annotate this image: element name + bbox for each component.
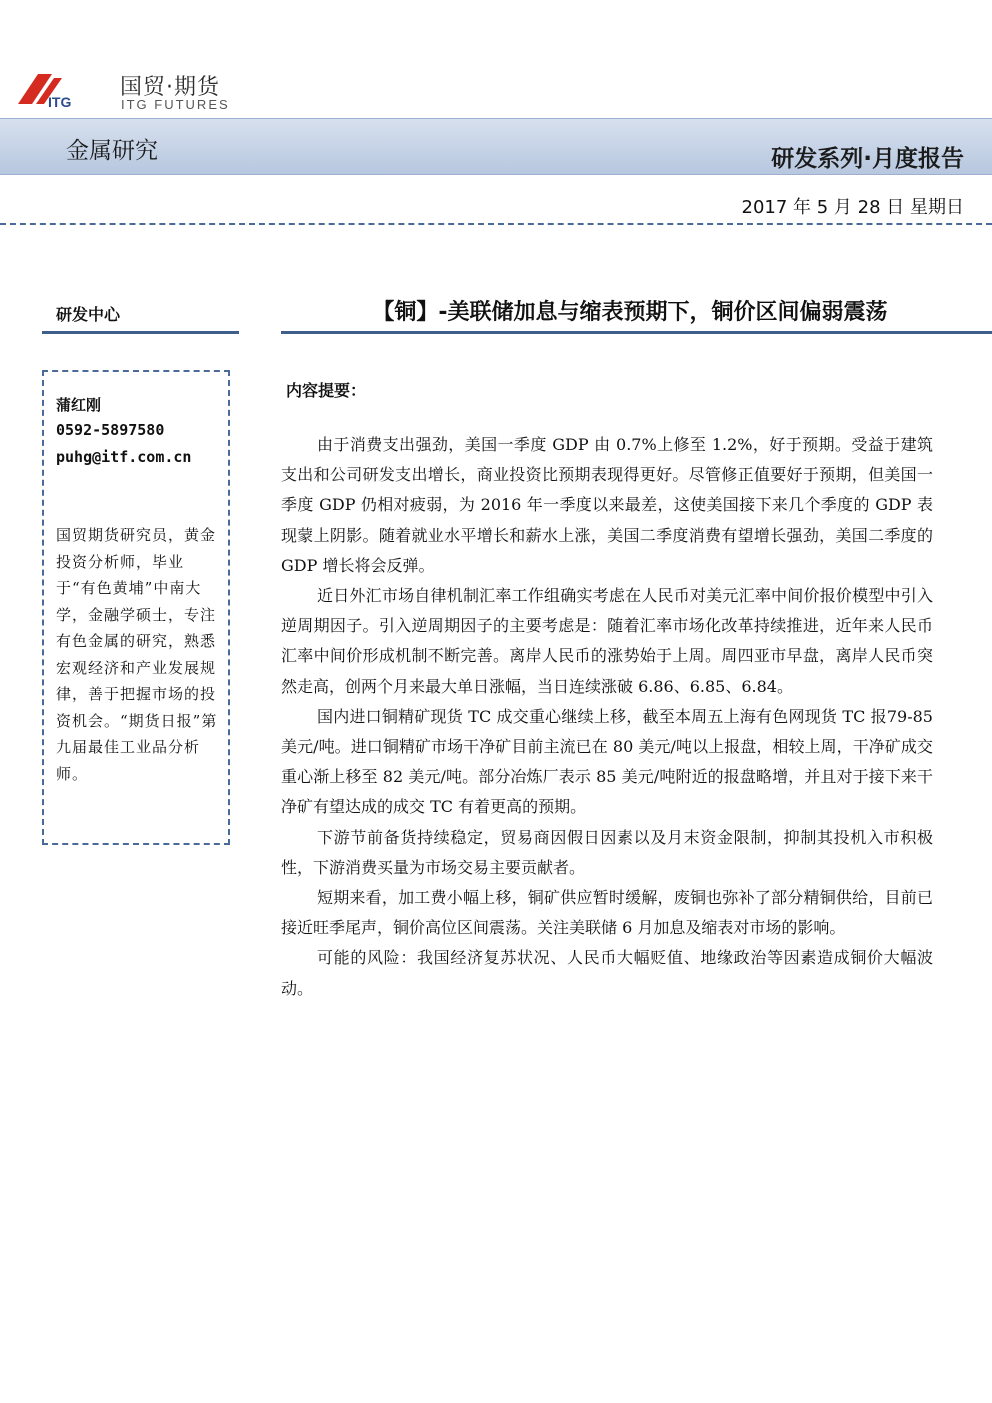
sidebar-rule — [42, 331, 239, 334]
author-bio: 国贸期货研究员，黄金投资分析师，毕业于“有色黄埔”中南大学，金融学硕士，专注有色金属的研究，熟悉宏观经济和产业发展规律，善于把握市场的投资机会。“期货日报”第九届最佳工业品分析师。 — [56, 526, 218, 783]
section-label: 金属研究 — [66, 138, 158, 164]
logo-text-cn: 国贸·期货 — [120, 75, 220, 100]
paragraph: 短期来看，加工费小幅上移，铜矿供应暂时缓解，废铜也弥补了部分精铜供给，目前已接近旺季尾声，铜价高位区间震荡。关注美联储 6 月加息及缩表对市场的影响。 — [281, 888, 933, 938]
author-phone: 0592-5897580 — [56, 421, 165, 439]
title-rule — [281, 331, 992, 334]
svg-text:ITG: ITG — [48, 94, 72, 110]
itg-logo-icon — [18, 70, 90, 110]
sidebar-title: 研发中心 — [56, 305, 121, 324]
paragraph: 由于消费支出强劲，美国一季度 GDP 由 0.7%上修至 1.2%，好于预期。受益于建筑支出和公司研发支出增长，商业投资比预期表现得更好。尽管修正值要好于预期，但美国一季度 GDP 仍相对疲弱，为 2016 年一季度以来最差，这使美国接下来几个季度的 GDP 表现蒙上阴影。随着就业水平增长和薪水上涨，美国二季度消费有望增长强劲，美国二季度的 GDP 增长将会反弹。 — [281, 435, 933, 575]
paragraph: 近日外汇市场自律机制汇率工作组确实考虑在人民币对美元汇率中间价报价模型中引入逆周期因子。引入逆周期因子的主要考虑是：随着汇率市场化改革持续推进，近年来人民币汇率中间价形成机制不断完善。离岸人民币的涨势始于上周。周四亚市早盘，离岸人民币突然走高，创两个月来最大单日涨幅，当日连续涨破 6.86、6.85、6.84。 — [281, 586, 933, 696]
header-band — [0, 118, 992, 175]
series-label: 研发系列·月度报告 — [771, 146, 964, 172]
logo-text-en: ITG FUTURES — [121, 97, 230, 112]
paragraph: 下游节前备货持续稳定，贸易商因假日因素以及月末资金限制，抑制其投机入市积极性，下游消费买量为市场交易主要贡献者。 — [281, 827, 933, 877]
author-email: puhg@itf.com.cn — [56, 448, 192, 466]
paragraph: 可能的风险：我国经济复苏状况、人民币大幅贬值、地缘政治等因素造成铜价大幅波动。 — [281, 948, 933, 998]
summary-heading: 内容提要： — [286, 381, 367, 400]
article-body — [281, 430, 933, 1004]
article-title: 【铜】-美联储加息与缩表预期下，铜价区间偏弱震荡 — [372, 300, 888, 325]
report-date: 2017 年 5 月 28 日 星期日 — [741, 197, 964, 218]
author-name: 蒲红刚 — [56, 396, 102, 414]
paragraph: 国内进口铜精矿现货 TC 成交重心继续上移，截至本周五上海有色网现货 TC 报79-85 美元/吨。进口铜精矿市场干净矿目前主流已在 80 美元/吨以上报盘，相较上周，干净矿成交重心渐上移至 82 美元/吨。部分冶炼厂表示 85 美元/吨附近的报盘略增，并且对于接下来干净矿有望达成的成交 TC 有着更高的预期。 — [281, 706, 933, 817]
author-card — [42, 370, 230, 845]
header-divider — [0, 223, 992, 225]
company-logo — [18, 66, 230, 116]
